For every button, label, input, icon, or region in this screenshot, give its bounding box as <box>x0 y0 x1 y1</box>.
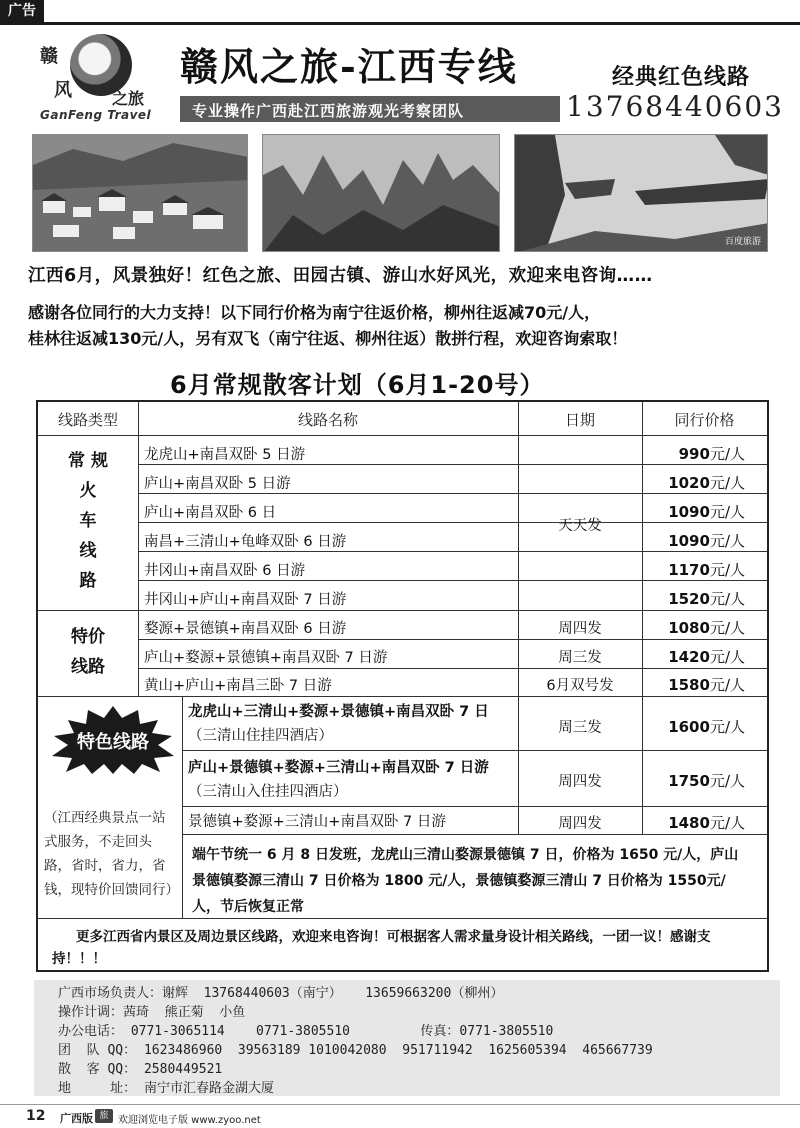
price-cell: 990元/人 <box>678 445 745 463</box>
departure-day: 周三发 <box>558 720 602 736</box>
departure-day: 周三发 <box>558 650 602 666</box>
thanks-line-1: 感谢各位同行的大力支持！以下同行价格为南宁往返价格，柳州往返减70元/人， <box>28 303 601 322</box>
price-cell: 1480元/人 <box>668 814 745 832</box>
brand-subtitle: 经典红色线路 <box>611 65 750 90</box>
header-date: 日期 <box>564 411 595 429</box>
brand-title: 赣风之旅-江西专线 <box>180 44 518 89</box>
price-cell: 1580元/人 <box>668 676 745 694</box>
logo-english: GanFeng Travel <box>40 108 152 122</box>
route-name: 庐山+婺源+景德镇+南昌双卧 7 日游 <box>144 650 388 666</box>
more-routes-note: 更多江西省内景区及周边景区线路，欢迎来电咨询！可根据客人需求量身设计相关路线，一团一议！感谢支持！！！ <box>52 929 711 967</box>
logo-char-feng: 风 <box>54 80 72 101</box>
route-name: 龙虎山+南昌双卧 5 日游 <box>144 447 306 463</box>
contact-info <box>58 984 653 1098</box>
contact-office: 办公电话： 0771-3065114 0771-3805510 传真：0771-3805510 <box>58 1024 554 1039</box>
price-cell: 1170元/人 <box>668 561 745 579</box>
top-rule <box>0 22 800 25</box>
price-cell: 1600元/人 <box>668 718 745 736</box>
ganfeng-logo <box>30 32 170 124</box>
thanks-line-2: 桂林往返减130元/人，另有双飞（南宁往返、柳州往返）散拼行程，欢迎咨询索取！ <box>28 329 628 348</box>
contact-group-qq: 团 队 QQ： 1623486960 39563189 1010042080 951711942 1625605394 465667739 <box>58 1043 653 1058</box>
route-name: 婺源+景德镇+南昌双卧 6 日游 <box>144 621 347 637</box>
logo-char-gan: 赣 <box>40 46 58 67</box>
page-number: 12 <box>26 1108 46 1124</box>
featured-route: 景德镇+婺源+三清山+南昌双卧 7 日游 <box>188 814 446 830</box>
featured-route: 龙虎山+三清山+婺源+景德镇+南昌双卧 7 日 （三清山住挂四酒店） <box>188 704 489 744</box>
route-name: 庐山+南昌双卧 5 日游 <box>144 476 291 492</box>
header-price: 同行价格 <box>674 411 735 429</box>
departure-day: 周四发 <box>558 816 602 832</box>
price-cell: 1020元/人 <box>668 474 745 492</box>
route-name: 庐山+南昌双卧 6 日 <box>144 505 277 521</box>
photo-village <box>32 134 248 252</box>
contact-manager: 广西市场负责人：谢辉 13768440603（南宁） 13659663200（柳州） <box>58 986 504 1001</box>
departure-day: 6月双号发 <box>546 678 614 694</box>
price-cell: 1090元/人 <box>668 503 745 521</box>
regular-train-label: 常 规 火 车 线 路 <box>68 451 108 591</box>
ad-label: 广告 <box>0 0 44 22</box>
route-name: 南昌+三清山+龟峰双卧 6 日游 <box>144 534 347 550</box>
price-cell: 1520元/人 <box>668 590 745 608</box>
contact-retail-qq: 散 客 QQ： 2580449521 <box>58 1062 223 1077</box>
plan-title: 6月常规散客计划（6月1-20号） <box>170 371 545 399</box>
price-cell: 1420元/人 <box>668 648 745 666</box>
header-route-type: 线路类型 <box>57 411 118 429</box>
photo-mountains <box>262 134 500 252</box>
bottom-rule <box>0 1104 800 1105</box>
header-route-name: 线路名称 <box>297 411 358 429</box>
route-name: 井冈山+南昌双卧 6 日游 <box>144 563 306 579</box>
route-price-table <box>36 400 769 972</box>
hotline-number: 13768440603 <box>566 90 784 123</box>
contact-ops: 操作计调：茜琦 熊正菊 小鱼 <box>58 1005 246 1020</box>
featured-route: 庐山+景德镇+婺源+三清山+南昌双卧 7 日游 （三清山入住挂四酒店） <box>188 760 489 800</box>
dragon-boat-notice: 端午节统一 6 月 8 日发班，龙虎山三清山婺源景德镇 7 日，价格为 1650 元/人，庐山景德镇婺源三清山 7 日价格为 1800 元/人，景德镇婺源三清山 7 日价格为 1550元/人，节后恢复正常 <box>192 847 739 915</box>
tagline: 专业操作广西赴江西旅游观光考察团队 <box>192 102 465 120</box>
edition-label: 广西版 <box>60 1112 93 1125</box>
contact-address: 地 址： 南宁市汇春路金湖大厦 <box>58 1081 274 1096</box>
special-price-label: 特价 线路 <box>71 627 105 677</box>
promo-line: 江西6月，风景独好！红色之旅、田园古镇、游山水好风光，欢迎来电咨询…… <box>28 266 653 286</box>
departure-day: 周四发 <box>558 621 602 637</box>
route-name: 黄山+庐山+南昌三卧 7 日游 <box>144 678 332 694</box>
featured-label: 特色线路 <box>77 732 149 753</box>
website-link[interactable]: 欢迎浏览电子版 www.zyoo.net <box>118 1115 261 1126</box>
price-cell: 1080元/人 <box>668 619 745 637</box>
departure-daily: 天天发 <box>558 518 602 534</box>
photo-caption: 百度旅游 <box>724 237 761 247</box>
departure-day: 周四发 <box>558 774 602 790</box>
logo-char-zhilv: 之旅 <box>112 89 145 108</box>
price-cell: 1090元/人 <box>668 532 745 550</box>
thanks-text <box>28 300 792 352</box>
edition-icon: 旅 <box>95 1109 113 1123</box>
route-name: 井冈山+庐山+南昌双卧 7 日游 <box>144 592 347 608</box>
featured-note: （江西经典景点一站式服务，不走回头路，省时，省力，省钱，现特价回馈同行） <box>44 810 179 898</box>
photo-rock-peak <box>514 134 768 252</box>
price-cell: 1750元/人 <box>668 772 745 790</box>
